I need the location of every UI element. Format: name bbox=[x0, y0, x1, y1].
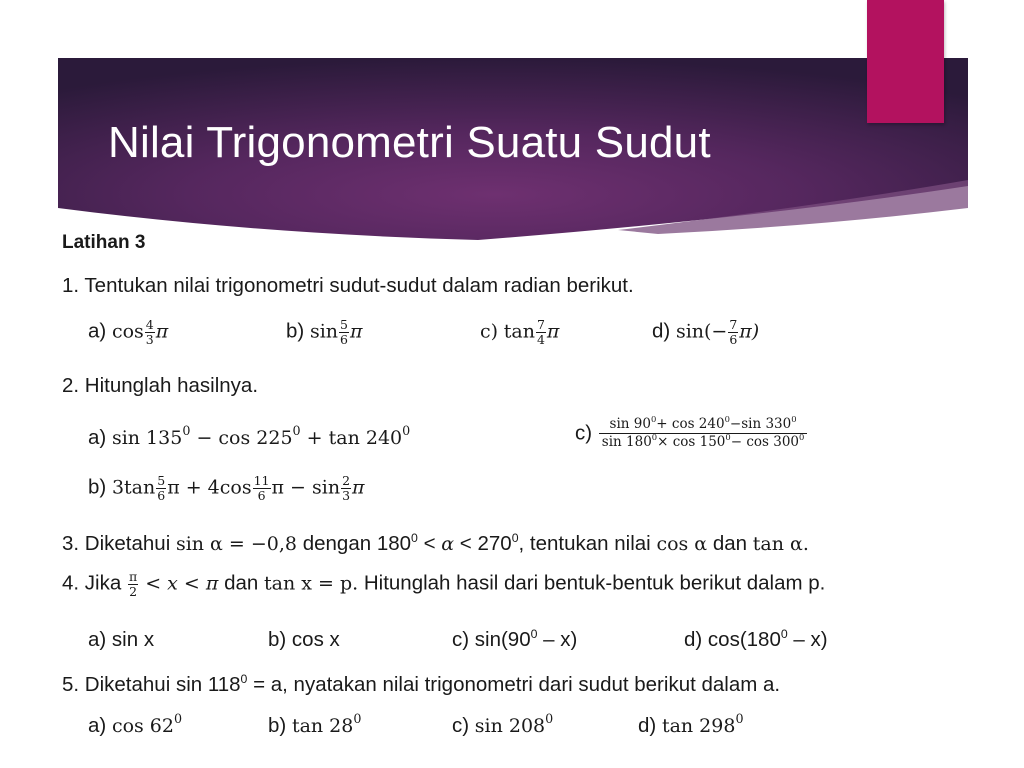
exponent: 0 bbox=[292, 423, 301, 439]
math-term: π + 4cos bbox=[167, 476, 252, 499]
question-2-text: 2. Hitunglah hasilnya. bbox=[62, 374, 259, 397]
denominator: 6 bbox=[729, 331, 738, 347]
exponent: 0 bbox=[545, 711, 554, 727]
q2-option-c bbox=[575, 416, 808, 451]
q1-option-b bbox=[286, 318, 362, 347]
fraction bbox=[128, 570, 138, 599]
math-term: sin α = −0,8 bbox=[175, 533, 298, 555]
question-2-row-1 bbox=[88, 416, 868, 466]
fraction bbox=[341, 474, 351, 503]
math-tail: π) bbox=[739, 320, 760, 343]
fraction bbox=[536, 318, 546, 347]
q4-option-d bbox=[684, 628, 828, 652]
numerator: 2 bbox=[342, 473, 351, 488]
question-text: < bbox=[417, 532, 442, 555]
option-text: c) sin(90 bbox=[452, 628, 531, 651]
q2-option-a bbox=[88, 423, 411, 450]
math-tail: π bbox=[546, 320, 560, 343]
math-term: tan 28 bbox=[291, 715, 354, 737]
question-text: < 270 bbox=[454, 532, 512, 555]
accent-block bbox=[867, 0, 944, 123]
question-text: = a, nyatakan nilai trigonometri dari sudut berikut dalam a. bbox=[247, 673, 781, 696]
question-4 bbox=[62, 570, 825, 614]
option-text: – x) bbox=[537, 628, 578, 651]
math-term: sin 90 bbox=[609, 416, 651, 432]
option-label: a) bbox=[88, 426, 107, 449]
question-2-row-2 bbox=[88, 474, 365, 518]
fraction bbox=[599, 416, 808, 451]
option-label: b) bbox=[88, 475, 107, 499]
fraction bbox=[339, 318, 349, 347]
exponent: 0 bbox=[182, 423, 191, 439]
q1-option-c bbox=[480, 318, 559, 347]
option-label: c) bbox=[452, 714, 470, 737]
math-term: −sin 330 bbox=[729, 416, 792, 432]
question-text: , tentukan nilai bbox=[518, 532, 657, 555]
question-text: dengan 180 bbox=[297, 532, 412, 555]
question-5-options bbox=[88, 711, 888, 742]
q4-option-c bbox=[452, 628, 577, 652]
numerator: 5 bbox=[340, 317, 348, 332]
denominator: 6 bbox=[340, 331, 348, 347]
math-fn: cos bbox=[111, 320, 144, 343]
exponent: 0 bbox=[530, 627, 538, 642]
fraction bbox=[728, 318, 738, 347]
math-term: tan x = p. bbox=[263, 572, 359, 595]
exponent: 0 bbox=[780, 627, 788, 642]
denominator bbox=[599, 434, 808, 451]
math-term: − cos 225 bbox=[190, 427, 293, 449]
fraction bbox=[156, 474, 166, 503]
math-term: + tan 240 bbox=[300, 427, 403, 449]
option-label: b) bbox=[268, 714, 287, 737]
math-fn: sin bbox=[309, 320, 339, 343]
math-term: × cos 150 bbox=[657, 433, 726, 450]
numerator bbox=[599, 416, 808, 434]
question-text: 5. Diketahui sin 118 bbox=[62, 673, 241, 696]
question-text: 3. Diketahui bbox=[62, 532, 176, 555]
denominator: 2 bbox=[129, 583, 138, 599]
option-label: c) bbox=[480, 320, 499, 343]
option-label: d) bbox=[652, 319, 671, 343]
question-text: dan bbox=[218, 571, 264, 595]
exponent: 0 bbox=[353, 711, 362, 727]
q5-option-c bbox=[452, 711, 554, 738]
question-text: dan bbox=[707, 532, 753, 555]
math-term: π bbox=[352, 476, 365, 499]
q5-option-d bbox=[638, 711, 744, 738]
question-text: 4. Jika bbox=[62, 571, 127, 595]
q5-option-a bbox=[88, 711, 183, 738]
q1-option-d bbox=[652, 318, 759, 347]
option-label: a) bbox=[88, 319, 107, 343]
option-label: a) bbox=[88, 714, 107, 737]
math-term: cos 62 bbox=[111, 715, 174, 737]
math-term: tan 298 bbox=[661, 715, 736, 737]
math-term: 3tan bbox=[111, 476, 156, 499]
math-term: − cos 300 bbox=[730, 433, 799, 450]
option-label: b) bbox=[286, 319, 305, 343]
numerator: 11 bbox=[253, 473, 270, 488]
denominator: 3 bbox=[342, 487, 351, 503]
numerator: 5 bbox=[157, 473, 166, 488]
math-fn: sin(− bbox=[675, 320, 728, 343]
exponent: 0 bbox=[240, 672, 248, 687]
exponent: 0 bbox=[402, 423, 411, 439]
exponent: 0 bbox=[724, 414, 730, 425]
question-1-text: 1. Tentukan nilai trigonometri sudut-sudut dalam radian berikut. bbox=[62, 274, 634, 297]
fraction bbox=[145, 318, 155, 347]
fraction bbox=[253, 474, 271, 503]
exponent: 0 bbox=[725, 432, 731, 443]
q4-option-a: a) sin x bbox=[88, 628, 155, 651]
math-term: < x < π bbox=[139, 572, 219, 595]
exponent: 0 bbox=[651, 432, 658, 443]
exponent: 0 bbox=[511, 531, 519, 546]
option-text: – x) bbox=[787, 628, 828, 651]
math-tail: π bbox=[349, 320, 363, 343]
option-label: d) bbox=[638, 714, 657, 737]
exponent: 0 bbox=[173, 711, 183, 727]
q1-option-a bbox=[88, 318, 168, 347]
numerator: 7 bbox=[536, 317, 545, 332]
exponent: 0 bbox=[735, 711, 744, 727]
option-label: c) bbox=[575, 421, 593, 445]
exponent: 0 bbox=[650, 414, 657, 425]
exponent: 0 bbox=[791, 414, 797, 425]
math-term: sin 180 bbox=[601, 433, 652, 450]
exponent: 0 bbox=[411, 531, 418, 546]
math-term: + cos 240 bbox=[656, 416, 725, 432]
numerator: 4 bbox=[145, 317, 154, 332]
exponent: 0 bbox=[799, 432, 805, 443]
question-5-text bbox=[62, 673, 780, 697]
math-fn: tan bbox=[503, 320, 535, 343]
question-1-options bbox=[88, 318, 848, 362]
math-term: π − sin bbox=[271, 476, 341, 499]
question-text: Hitunglah hasil dari bentuk-bentuk berikut dalam p. bbox=[358, 571, 826, 595]
question-3 bbox=[62, 532, 809, 556]
question-4-options bbox=[88, 628, 888, 656]
option-text: d) cos(180 bbox=[684, 628, 781, 651]
math-term: α bbox=[441, 533, 455, 555]
denominator: 3 bbox=[145, 331, 154, 347]
q4-option-b: b) cos x bbox=[268, 628, 340, 651]
numerator: π bbox=[128, 569, 138, 584]
denominator: 4 bbox=[536, 331, 545, 347]
denominator: 6 bbox=[257, 487, 266, 503]
math-term: sin 208 bbox=[474, 715, 546, 737]
numerator: 7 bbox=[729, 317, 738, 332]
math-term: sin 135 bbox=[111, 427, 183, 449]
exercise-heading: Latihan 3 bbox=[62, 232, 146, 253]
denominator: 6 bbox=[157, 487, 166, 503]
q5-option-b bbox=[268, 711, 362, 738]
slide-title: Nilai Trigonometri Suatu Sudut bbox=[108, 118, 711, 167]
math-tail: π bbox=[155, 320, 169, 343]
math-term: tan α. bbox=[752, 533, 809, 555]
math-term: cos α bbox=[656, 533, 708, 555]
